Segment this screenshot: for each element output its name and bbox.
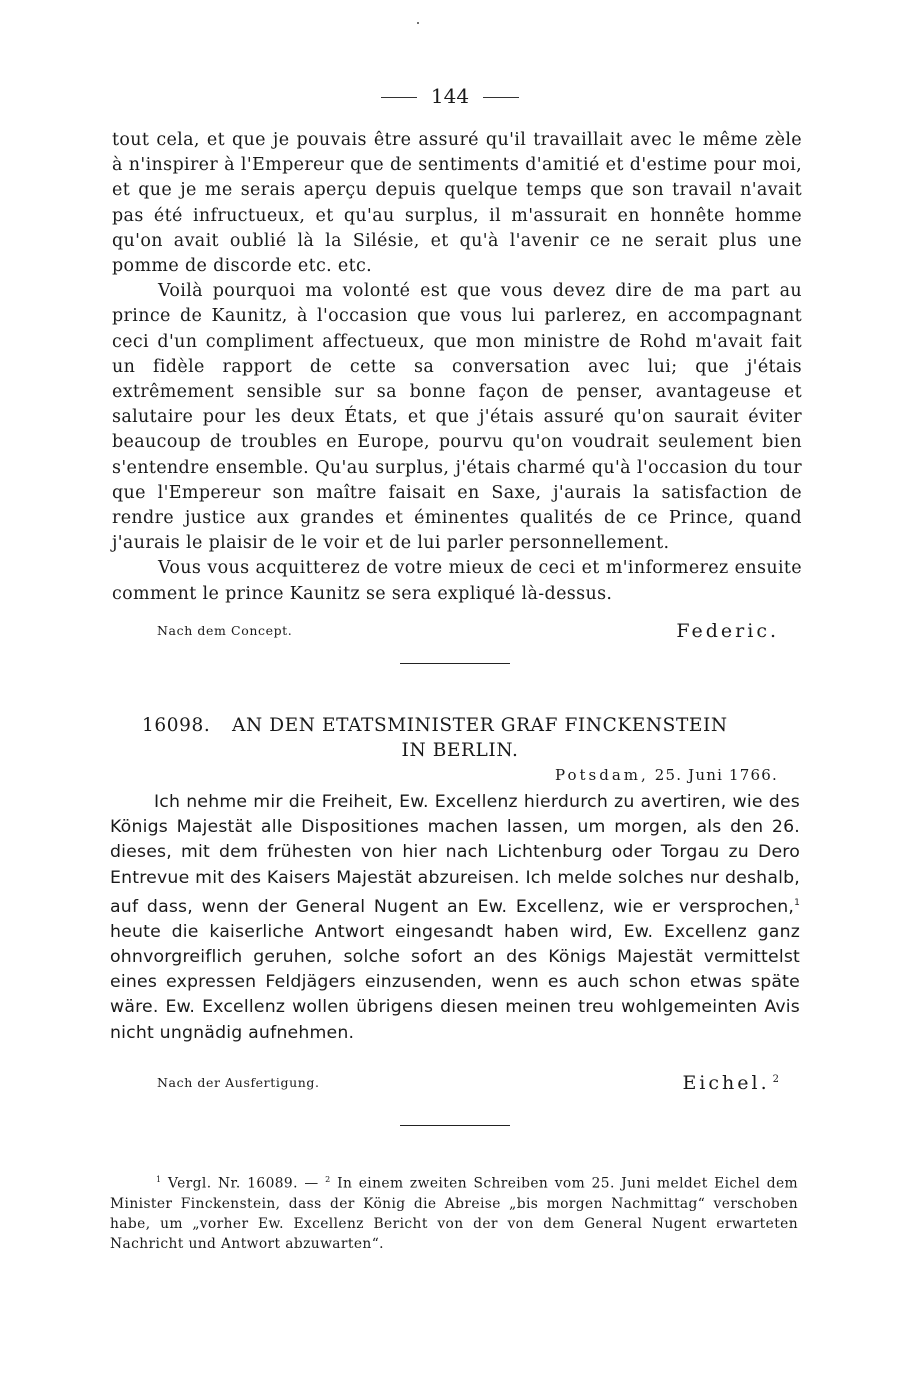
paragraph-text: Ich nehme mir die Freiheit, Ew. Excellenz hierdurch zu avertiren, wie des Königs Majestät alle Dispositiones machen lassen, um morgen, als den 26. dieses, mit dem frühesten von hier nach Lichtenburg oder Torgau zu Dero Entrevue mit des Kaisers Majestät abzureisen. Ich melde solches nur deshalb, auf dass, wenn der General Nugent an Ew. Excellenz, wie er versprochen, [110,792,800,917]
footnote-marker: 2 [325,1175,331,1184]
footnote-marker: 1 [156,1175,162,1184]
footnote [110,1170,798,1254]
page-number: 144 [430,84,470,108]
paragraph: Voilà pourquoi ma volonté est que vous devez dire de ma part au prince de Kaunitz, à l'occasion que vous lui parlerez, en accompagnant ceci d'un compliment affectueux, que mon ministre de Rohd m'avait fait un fidèle rapport de cette sa conversation avec lui; que j'étais extrêmement sensible sur sa bonne façon de penser, avantageuse et salutaire pour les deux États, et que j'étais assuré qu'on saurait éviter beaucoup de troubles en Europe, pourvu qu'on voudrait seulement bien s'entendre ensemble. Qu'au surplus, j'étais charmé qu'à l'occasion du tour que l'Empereur son maître faisait en Saxe, j'aurais la satisfaction de rendre justice aux grandes et éminentes qualités de ce Prince, quand j'aurais le plaisir de le voir et de lui parler personnellement. [112,281,802,554]
signature [682,1072,779,1094]
paragraph [110,790,800,1046]
source-note: Nach dem Concept. [157,623,293,638]
paper-speck [417,22,419,24]
closing-row [157,1066,779,1094]
footnote-text: Vergl. Nr. 16089. — [161,1175,326,1192]
signature-text: Eichel. [682,1072,770,1094]
header-dash-left [381,97,417,98]
signature: Federic. [676,620,779,642]
paragraph: tout cela, et que je pouvais être assuré qu'il travaillait avec le même zèle à n'inspirer à l'Empereur que de sentiments d'amitié et d'estime pour moi, et que je me serais aperçu depuis quelque temps que son travail n'avait pas été infructueux, et qu'au surplus, il m'assurait en honnête homme qu'on avait oublié là la Silésie, et qu'à l'avenir ce ne serait plus une pomme de discorde etc. etc. [112,130,802,277]
source-note: Nach der Ausfertigung. [157,1075,320,1090]
section-divider [400,1125,510,1126]
paragraph: Vous vous acquitterez de votre mieux de ceci et m'informerez ensuite comment le prince Kaunitz se sera expliqué là-dessus. [112,558,802,604]
date-place: Potsdam, [554,766,649,784]
letter-recipient: AN DEN ETATSMINISTER GRAF FINCKENSTEIN [232,715,728,736]
german-letter-text [110,790,800,1046]
date: 25. Juni 1766. [654,766,778,784]
french-letter-text [112,128,802,607]
letter-recipient-location: IN BERLIN. [401,740,519,761]
footnote-ref: 1 [794,897,800,908]
footnote-text: In einem zweiten Schreiben vom 25. Juni meldet Eichel dem Minister Finckenstein, dass der König die Abreise „bis morgen Nachmittag“ verschoben habe, um „vorher Ew. Excellenz Bericht von der von dem General Nugent erwarteten Nachricht und Antwort abzuwarten“. [110,1175,798,1252]
dateline [555,766,778,784]
header-dash-right [483,97,519,98]
footnote-ref: 2 [772,1073,779,1085]
letter-number: 16098. [142,715,211,736]
footnotes [110,1170,798,1254]
paragraph-text: heute die kaiserliche Antwort eingesandt haben wird, Ew. Excellenz ganz ohnvorgreiflich geruhen, solche sofort an des Königs Majestät vermittelst eines expressen Feldjägers einzusenden, wenn es auch schon etwas späte wäre. Ew. Excellenz wollen übrigens diesen meinen treu wohlgemeinten Avis nicht ungnädig aufnehmen. [110,921,800,1043]
closing-row [157,614,779,642]
page-header [0,84,900,108]
section-divider [400,663,510,664]
